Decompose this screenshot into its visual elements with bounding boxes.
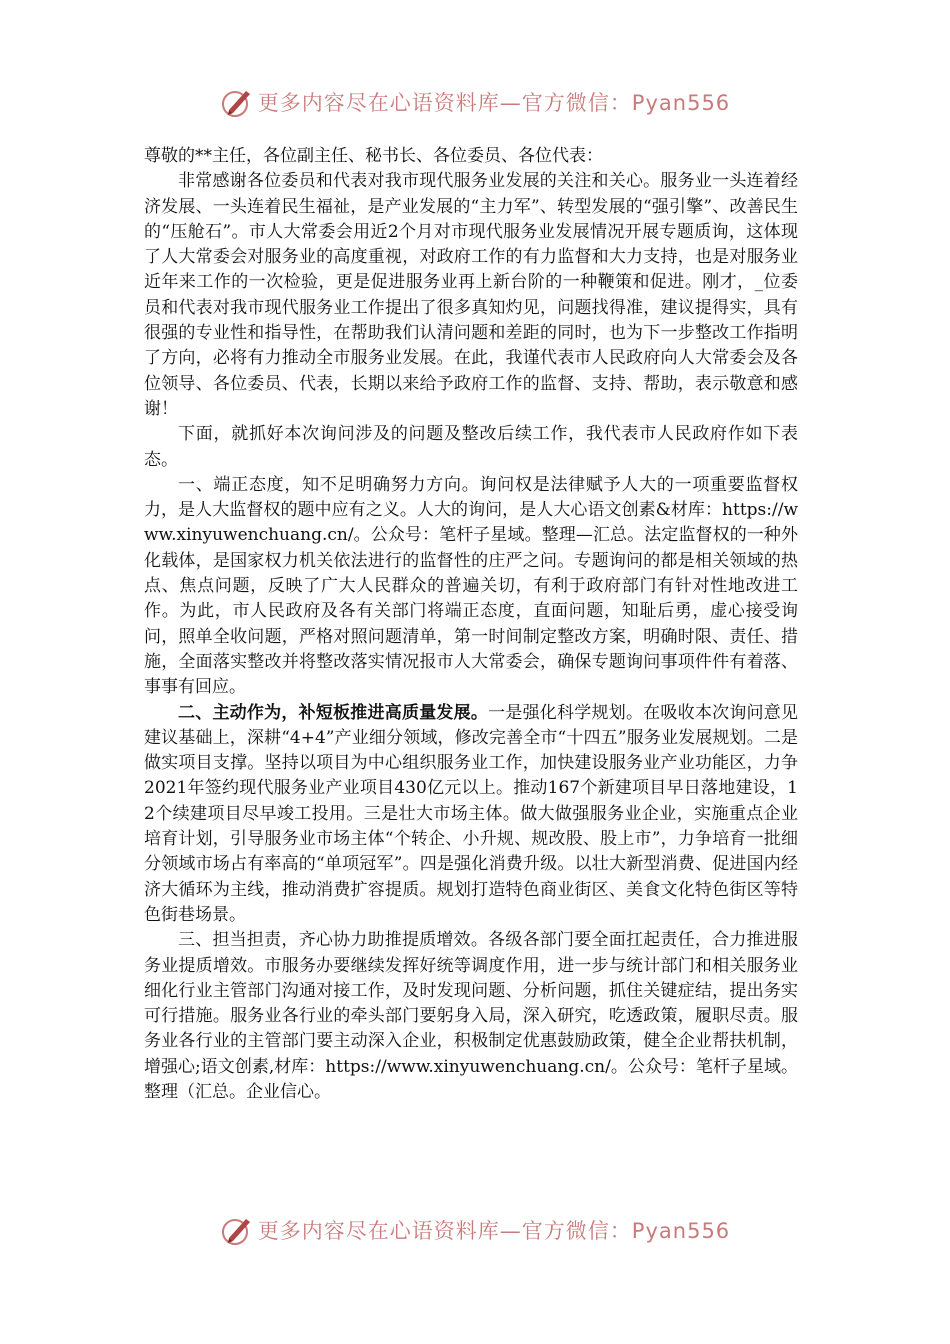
header-banner bbox=[0, 82, 950, 122]
paragraph-intro: 下面，就抓好本次询问涉及的问题及整改后续工作，我代表市人民政府作如下表态。 bbox=[144, 424, 798, 470]
banner-text: 更多内容尽在心语资料库—官方微信：Pyan556 bbox=[257, 91, 731, 115]
banner-text: 更多内容尽在心语资料库—官方微信：Pyan556 bbox=[257, 1219, 731, 1243]
paragraph-section-one: 一、端正态度，知不足明确努力方向。询问权是法律赋予人大的一项重要监督权力，是人大监督权的题中应有之义。人大的询问，是人大心语文创素&材库：https://www.xinyuwenchuang.cn/。公众号：笔杆子星域。整理—汇总。法定监督权的一种外化载体，是国家权力机关依法进行的监督性的庄严之问。专题询问的都是相关领域的热点、焦点问题，反映了广大人民群众的普遍关切，有利于政府部门有针对性地改进工作。为此，市人民政府及各有关部门将端正态度，直面问题，知耻后勇，虚心接受询问，照单全收问题，严格对照问题清单，第一时间制定整改方案，明确时限、责任、措施，全面落实整改并将整改落实情况报市人大常委会，确保专题询问事项件件有着落、事事有回应。 bbox=[144, 474, 798, 698]
paragraph-section-three: 三、担当担责，齐心协力助推提质增效。各级各部门要全面扛起责任，合力推进服务业提质增效。市服务办要继续发挥好统等调度作用，进一步与统计部门和相关服务业细化行业主管部门沟通对接工作，及时发现问题、分析问题，抓住关键症结，提出务实可行措施。服务业各行业的牵头部门要躬身入局，深入研究，吃透政策，履职尽责。服务业各行业的主管部门要主动深入企业，积极制定优惠鼓励政策，健全企业帮扶机制，增强心;语文创素,材库：https://www.xinyuwenchuang.cn/。公众号：笔杆子星域。整理（汇总。企业信心。 bbox=[144, 930, 798, 1102]
section-two-body: 一是强化科学规划。在吸收本次询问意见建议基础上，深耕“4+4”产业细分领域，修改完善全市“十四五”服务业发展规划。二是做实项目支撑。坚持以项目为中心组织服务业工作，加快建设服务业产业功能区，力争2021年签约现代服务业产业项目430亿元以上。推动167个新建项目早日落地建设，12个续建项目尽早竣工投用。三是壮大市场主体。做大做强服务业企业，实施重点企业培育计划，引导服务业市场主体“个转企、小升规、规改股、股上市”，力争培育一批细分领域市场占有率高的“单项冠军”。四是强化消费升级。以壮大新型消费、促进国内经济大循环为主线，推动消费扩容提质。规划打造特色商业街区、美食文化特色街区等特色街巷场景。 bbox=[144, 702, 799, 925]
salutation: 尊敬的**主任，各位副主任、秘书长、各位委员、各位代表： bbox=[144, 146, 603, 166]
paragraph-thanks: 非常感谢各位委员和代表对我市现代服务业发展的关注和关心。服务业一头连着经济发展、一头连着民生福祉，是产业发展的“主力军”、转型发展的“强引擎”、改善民生的“压舱石”。市人大常委会用近2个月对市现代服务业发展情况开展专题质询，这体现了人大常委会对服务业的高度重视，对政府工作的有力监督和大力支持，也是对服务业近年来工作的一次检验，更是促进服务业再上新台阶的一种鞭策和促进。刚才，_位委员和代表对我市现代服务业工作提出了很多真知灼见，问题找得准，建议提得实，具有很强的专业性和指导性，在帮助我们认清问题和差距的同时，也为下一步整改工作指明了方向，必将有力推动全市服务业发展。在此，我谨代表市人民政府向人大常委会及各位领导、各位委员、代表，长期以来给予政府工作的监督、支持、帮助，表示敬意和感谢！ bbox=[144, 171, 798, 419]
pen-circle-logo-icon bbox=[220, 85, 254, 119]
footer-banner bbox=[0, 1210, 950, 1250]
document-body bbox=[144, 144, 798, 1105]
pen-circle-logo-icon bbox=[220, 1213, 254, 1247]
section-two-heading: 二、主动作为，补短板推进高质量发展。 bbox=[178, 702, 489, 723]
paragraph-section-two bbox=[144, 701, 798, 929]
